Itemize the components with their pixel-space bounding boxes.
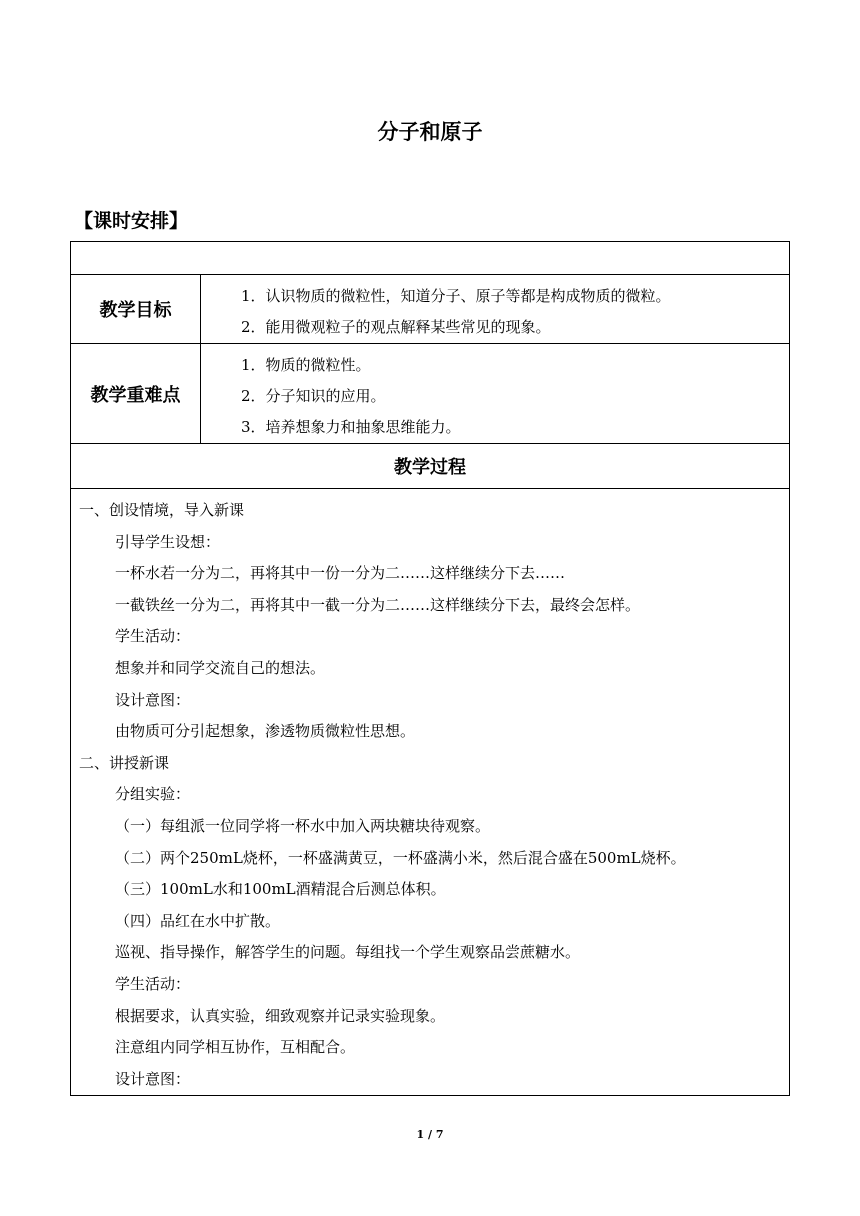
process-line: 引导学生设想： [115, 532, 221, 551]
key-point-item: 2．分子知识的应用。 [241, 387, 386, 405]
empty-cell [71, 242, 790, 275]
key-points-list [201, 344, 790, 444]
section-heading: 【课时安排】 [74, 210, 189, 232]
process-line: 设计意图： [115, 1069, 191, 1088]
process-line: 根据要求，认真实验，细致观察并记录实验现象。 [115, 1006, 446, 1025]
process-line: 由物质可分引起想象，渗透物质微粒性思想。 [115, 722, 416, 741]
objective-item: 2．能用微观粒子的观点解释某些常见的现象。 [241, 318, 551, 336]
key-points-row [71, 344, 790, 444]
process-line: 学生活动： [115, 627, 191, 646]
process-header: 教学过程 [71, 444, 790, 489]
process-header-row [71, 444, 790, 489]
empty-header-row [71, 242, 790, 275]
process-body-row [71, 489, 790, 1096]
process-line: （四）品红在水中扩散。 [115, 911, 281, 930]
objectives-list [201, 275, 790, 344]
objective-item: 1．认识物质的微粒性，知道分子、原子等都是构成物质的微粒。 [241, 287, 671, 305]
process-section-heading: 二、讲授新课 [79, 753, 170, 772]
process-line: 一截铁丝一分为二，再将其中一截一分为二……这样继续分下去，最终会怎样。 [115, 595, 641, 614]
process-line: 一杯水若一分为二，再将其中一份一分为二……这样继续分下去…… [115, 564, 566, 583]
process-body [71, 489, 790, 1096]
key-points-label: 教学重难点 [71, 344, 201, 444]
process-line: 设计意图： [115, 690, 191, 709]
process-line: （一）每组派一位同学将一杯水中加入两块糖块待观察。 [115, 816, 491, 835]
process-line: 分组实验： [115, 785, 191, 804]
key-point-item: 1．物质的微粒性。 [241, 356, 371, 374]
page-number: 1 / 7 [416, 1128, 444, 1141]
objectives-row [71, 275, 790, 344]
process-line: （三）100mL水和100mL酒精混合后测总体积。 [115, 880, 446, 899]
document-title: 分子和原子 [377, 120, 483, 144]
process-section-heading: 一、创设情境，导入新课 [79, 501, 245, 519]
process-line: 注意组内同学相互协作，互相配合。 [115, 1038, 356, 1057]
process-line: 学生活动： [115, 974, 191, 993]
key-point-item: 3．培养想象力和抽象思维能力。 [241, 418, 461, 436]
lesson-plan-table [70, 241, 790, 1096]
objectives-label: 教学目标 [71, 275, 201, 344]
process-line: （二）两个250mL烧杯，一杯盛满黄豆，一杯盛满小米，然后混合盛在500mL烧杯。 [115, 848, 686, 867]
process-line: 想象并和同学交流自己的想法。 [115, 658, 326, 677]
process-line: 巡视、指导操作，解答学生的问题。每组找一个学生观察品尝蔗糖水。 [115, 943, 581, 962]
